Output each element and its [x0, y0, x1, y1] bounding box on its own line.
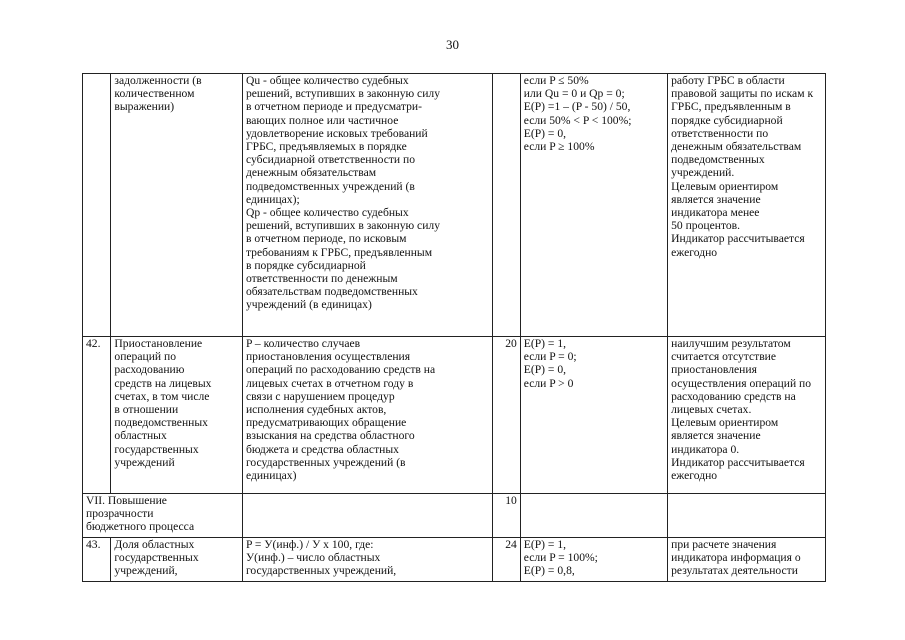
table-row [83, 74, 826, 337]
indicator-evaluation: E(P) = 1, если P = 100%; E(P) = 0,8, [520, 538, 667, 582]
indicator-formula [242, 74, 492, 337]
section-comment-cell [668, 494, 826, 538]
section-evaluation-cell [520, 494, 667, 538]
indicator-name: Приостановление операций по расходованию средств на лицевых счетах, в том числе в отношении подведомственных областных государственных учреждений [111, 337, 243, 494]
formula-line: учреждений (в единицах) [245, 298, 372, 312]
formula-line: в отчетном периоде и предусматри- [245, 100, 422, 114]
formula-line: обязательствам подведомственных [245, 285, 418, 299]
indicator-comment: наилучшим результатом считается отсутствие приостановления осуществления операций по расходованию средств на лицевых счетах. Целевым ориентиром является значение индикатора 0. Индикатор рассчитывается ежегодно [668, 337, 826, 494]
formula-line: решений, вступивших в законную силу [245, 87, 440, 101]
indicators-table [82, 73, 826, 582]
formula-line: в порядке субсидиарной [245, 258, 366, 272]
table-row [83, 337, 826, 494]
formula-line: Qp - общее количество судебных [245, 206, 409, 220]
indicator-weight: 20 [493, 337, 520, 494]
formula-line: ГРБС, предъявляемых в порядке [245, 140, 407, 154]
section-title: VII. Повышение прозрачности бюджетного процесса [83, 494, 243, 538]
indicator-evaluation: если P ≤ 50% или Qu = 0 и Qp = 0; E(P) =1 – (P - 50) / 50, если 50% < P < 100%; E(P) = 0, если P ≥ 100% [520, 74, 667, 337]
indicator-comment: при расчете значения индикатора информация о результатах деятельности [668, 538, 826, 582]
indicator-weight [493, 74, 520, 337]
formula-line: в отчетном периоде, по исковым [245, 232, 407, 246]
indicator-formula: P – количество случаев приостановления осуществления операций по расходованию средств на лицевых счетах в отчетном году в связи с нарушением процедур исполнения судебных актов, предусматривающих обращение взыскания на средства областного бюджета и средства областных государственных учреждений (в единицах) [242, 337, 492, 494]
section-formula-cell [242, 494, 492, 538]
section-row [83, 494, 826, 538]
formula-line: решений, вступивших в законную силу [245, 219, 440, 233]
row-number: 43. [83, 538, 111, 582]
indicator-name: задолженности (в количественном выражении) [111, 74, 243, 337]
indicator-comment: работу ГРБС в области правовой защиты по искам к ГРБС, предъявленным в порядке субсидиарной ответственности по денежным обязательствам подведомственных учреждений. Целевым ориентиром является значение индикатора менее 50 процентов. Индикатор рассчитывается ежегодно [668, 74, 826, 337]
row-number: 42. [83, 337, 111, 494]
table-row [83, 538, 826, 582]
formula-line: требованиям к ГРБС, предъявленным [245, 245, 433, 259]
indicator-evaluation: E(P) = 1, если P = 0; E(P) = 0, если P > 0 [520, 337, 667, 494]
page-number: 30 [446, 37, 459, 52]
formula-line: субсидиарной ответственности по [245, 153, 416, 167]
formula-line: подведомственных учреждений (в [245, 179, 415, 193]
indicator-weight: 24 [493, 538, 520, 582]
formula-line: единицах); [245, 192, 300, 206]
row-number [83, 74, 111, 337]
indicator-formula: P = У(инф.) / У x 100, где: У(инф.) – число областных государственных учреждений, [242, 538, 492, 582]
formula-line: вающих полное или частичное [245, 113, 399, 127]
formula-line: удовлетворение исковых требований [245, 126, 428, 140]
formula-line: денежным обязательствам [245, 166, 377, 180]
formula-line: ответственности по денежным [245, 272, 398, 286]
formula-line: Qu - общее количество судебных [245, 74, 409, 87]
indicator-name: Доля областных государственных учреждений, [111, 538, 243, 582]
section-weight: 10 [493, 494, 520, 538]
